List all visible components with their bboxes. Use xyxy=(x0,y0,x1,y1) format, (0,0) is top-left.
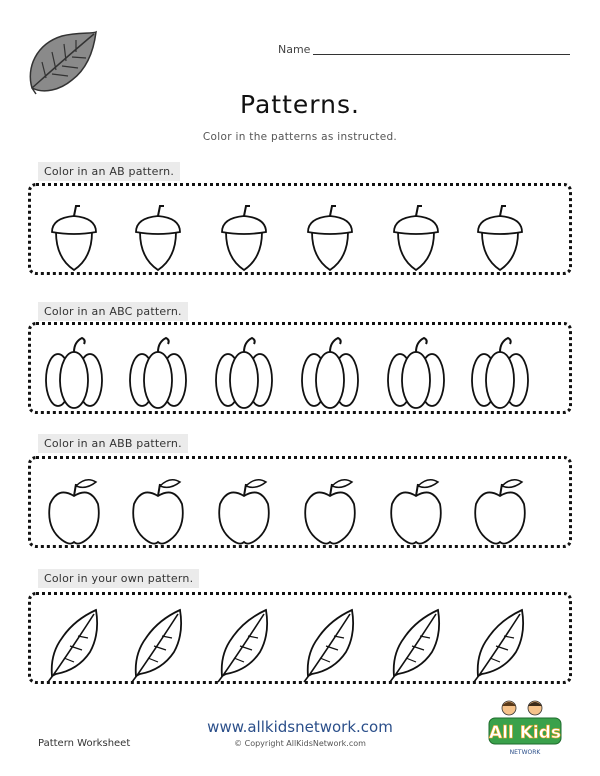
page-title: Patterns. xyxy=(240,90,360,119)
section-label-ab: Color in an AB pattern. xyxy=(38,162,180,181)
pumpkin-icon[interactable] xyxy=(386,334,446,414)
pumpkin-icon[interactable] xyxy=(44,334,104,414)
leaf-icon[interactable] xyxy=(44,604,104,684)
pumpkin-icon[interactable] xyxy=(128,334,188,414)
page-subtitle: Color in the patterns as instructed. xyxy=(202,131,398,143)
brand-sub-text: NETWORK xyxy=(509,749,541,756)
acorn-icon[interactable] xyxy=(300,196,360,276)
footer-copyright: © Copyright AllKidsNetwork.com xyxy=(234,739,366,748)
name-input-line[interactable] xyxy=(313,54,570,55)
leaf-icon[interactable] xyxy=(214,604,274,684)
section-label-abb: Color in an ABB pattern. xyxy=(38,434,188,453)
pumpkin-icon[interactable] xyxy=(470,334,530,414)
all-kids-network-logo xyxy=(475,698,575,760)
apple-icon[interactable] xyxy=(470,470,530,550)
apple-icon[interactable] xyxy=(128,470,188,550)
section-label-own: Color in your own pattern. xyxy=(38,569,199,588)
pumpkin-icon[interactable] xyxy=(214,334,274,414)
leaf-icon[interactable] xyxy=(386,604,446,684)
apple-icon[interactable] xyxy=(386,470,446,550)
section-label-abc: Color in an ABC pattern. xyxy=(38,302,188,321)
name-label: Name xyxy=(278,43,311,56)
acorn-icon[interactable] xyxy=(470,196,530,276)
footer-url-link[interactable]: www.allkidsnetwork.com xyxy=(207,718,393,736)
leaf-icon[interactable] xyxy=(300,604,360,684)
acorn-icon[interactable] xyxy=(214,196,274,276)
apple-icon[interactable] xyxy=(214,470,274,550)
leaf-icon[interactable] xyxy=(128,604,188,684)
pumpkin-icon[interactable] xyxy=(300,334,360,414)
acorn-icon[interactable] xyxy=(128,196,188,276)
leaf-icon[interactable] xyxy=(470,604,530,684)
apple-icon[interactable] xyxy=(44,470,104,550)
brand-text: All Kids xyxy=(488,723,562,743)
apple-icon[interactable] xyxy=(300,470,360,550)
acorn-icon[interactable] xyxy=(44,196,104,276)
acorn-icon[interactable] xyxy=(386,196,446,276)
worksheet-name: Pattern Worksheet xyxy=(38,738,131,749)
